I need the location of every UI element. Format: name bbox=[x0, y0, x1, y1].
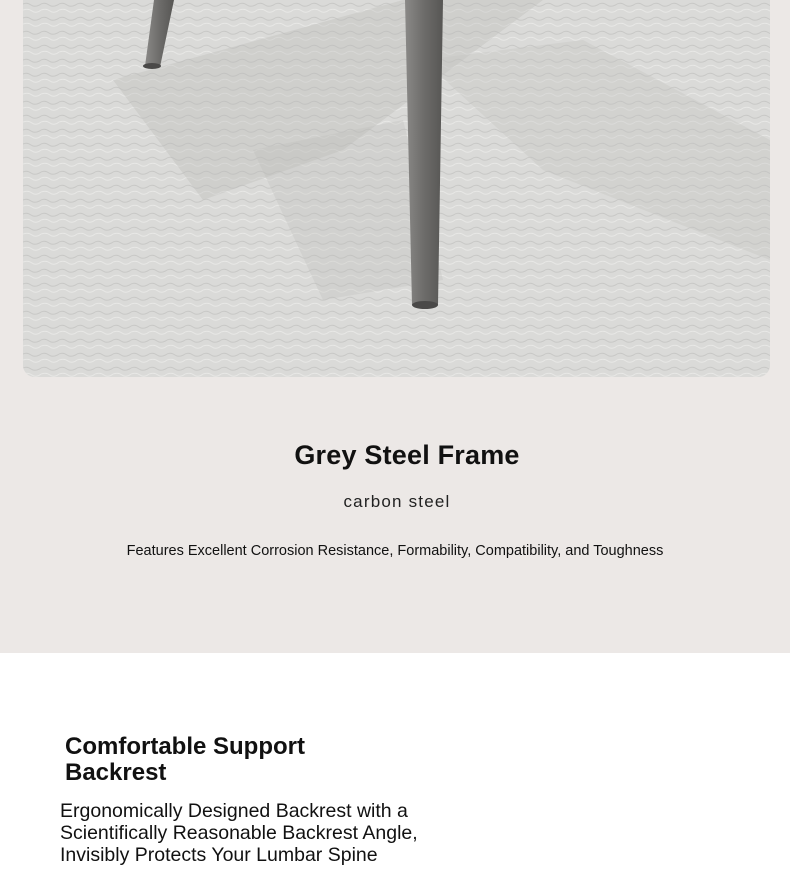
backrest-title: Comfortable Support Backrest bbox=[65, 733, 305, 786]
backrest-feature-section bbox=[0, 653, 790, 882]
chair-legs-photo bbox=[23, 0, 770, 377]
frame-title: Grey Steel Frame bbox=[294, 440, 520, 470]
carpet-illustration bbox=[23, 0, 770, 377]
backrest-description: Ergonomically Designed Backrest with a Scientifically Reasonable Backrest Angle, Invisibly Protects Your Lumbar Spine bbox=[60, 800, 418, 866]
frame-material: carbon steel bbox=[343, 492, 451, 511]
frame-description: Features Excellent Corrosion Resistance, Formability, Compatibility, and Toughness bbox=[126, 543, 664, 559]
